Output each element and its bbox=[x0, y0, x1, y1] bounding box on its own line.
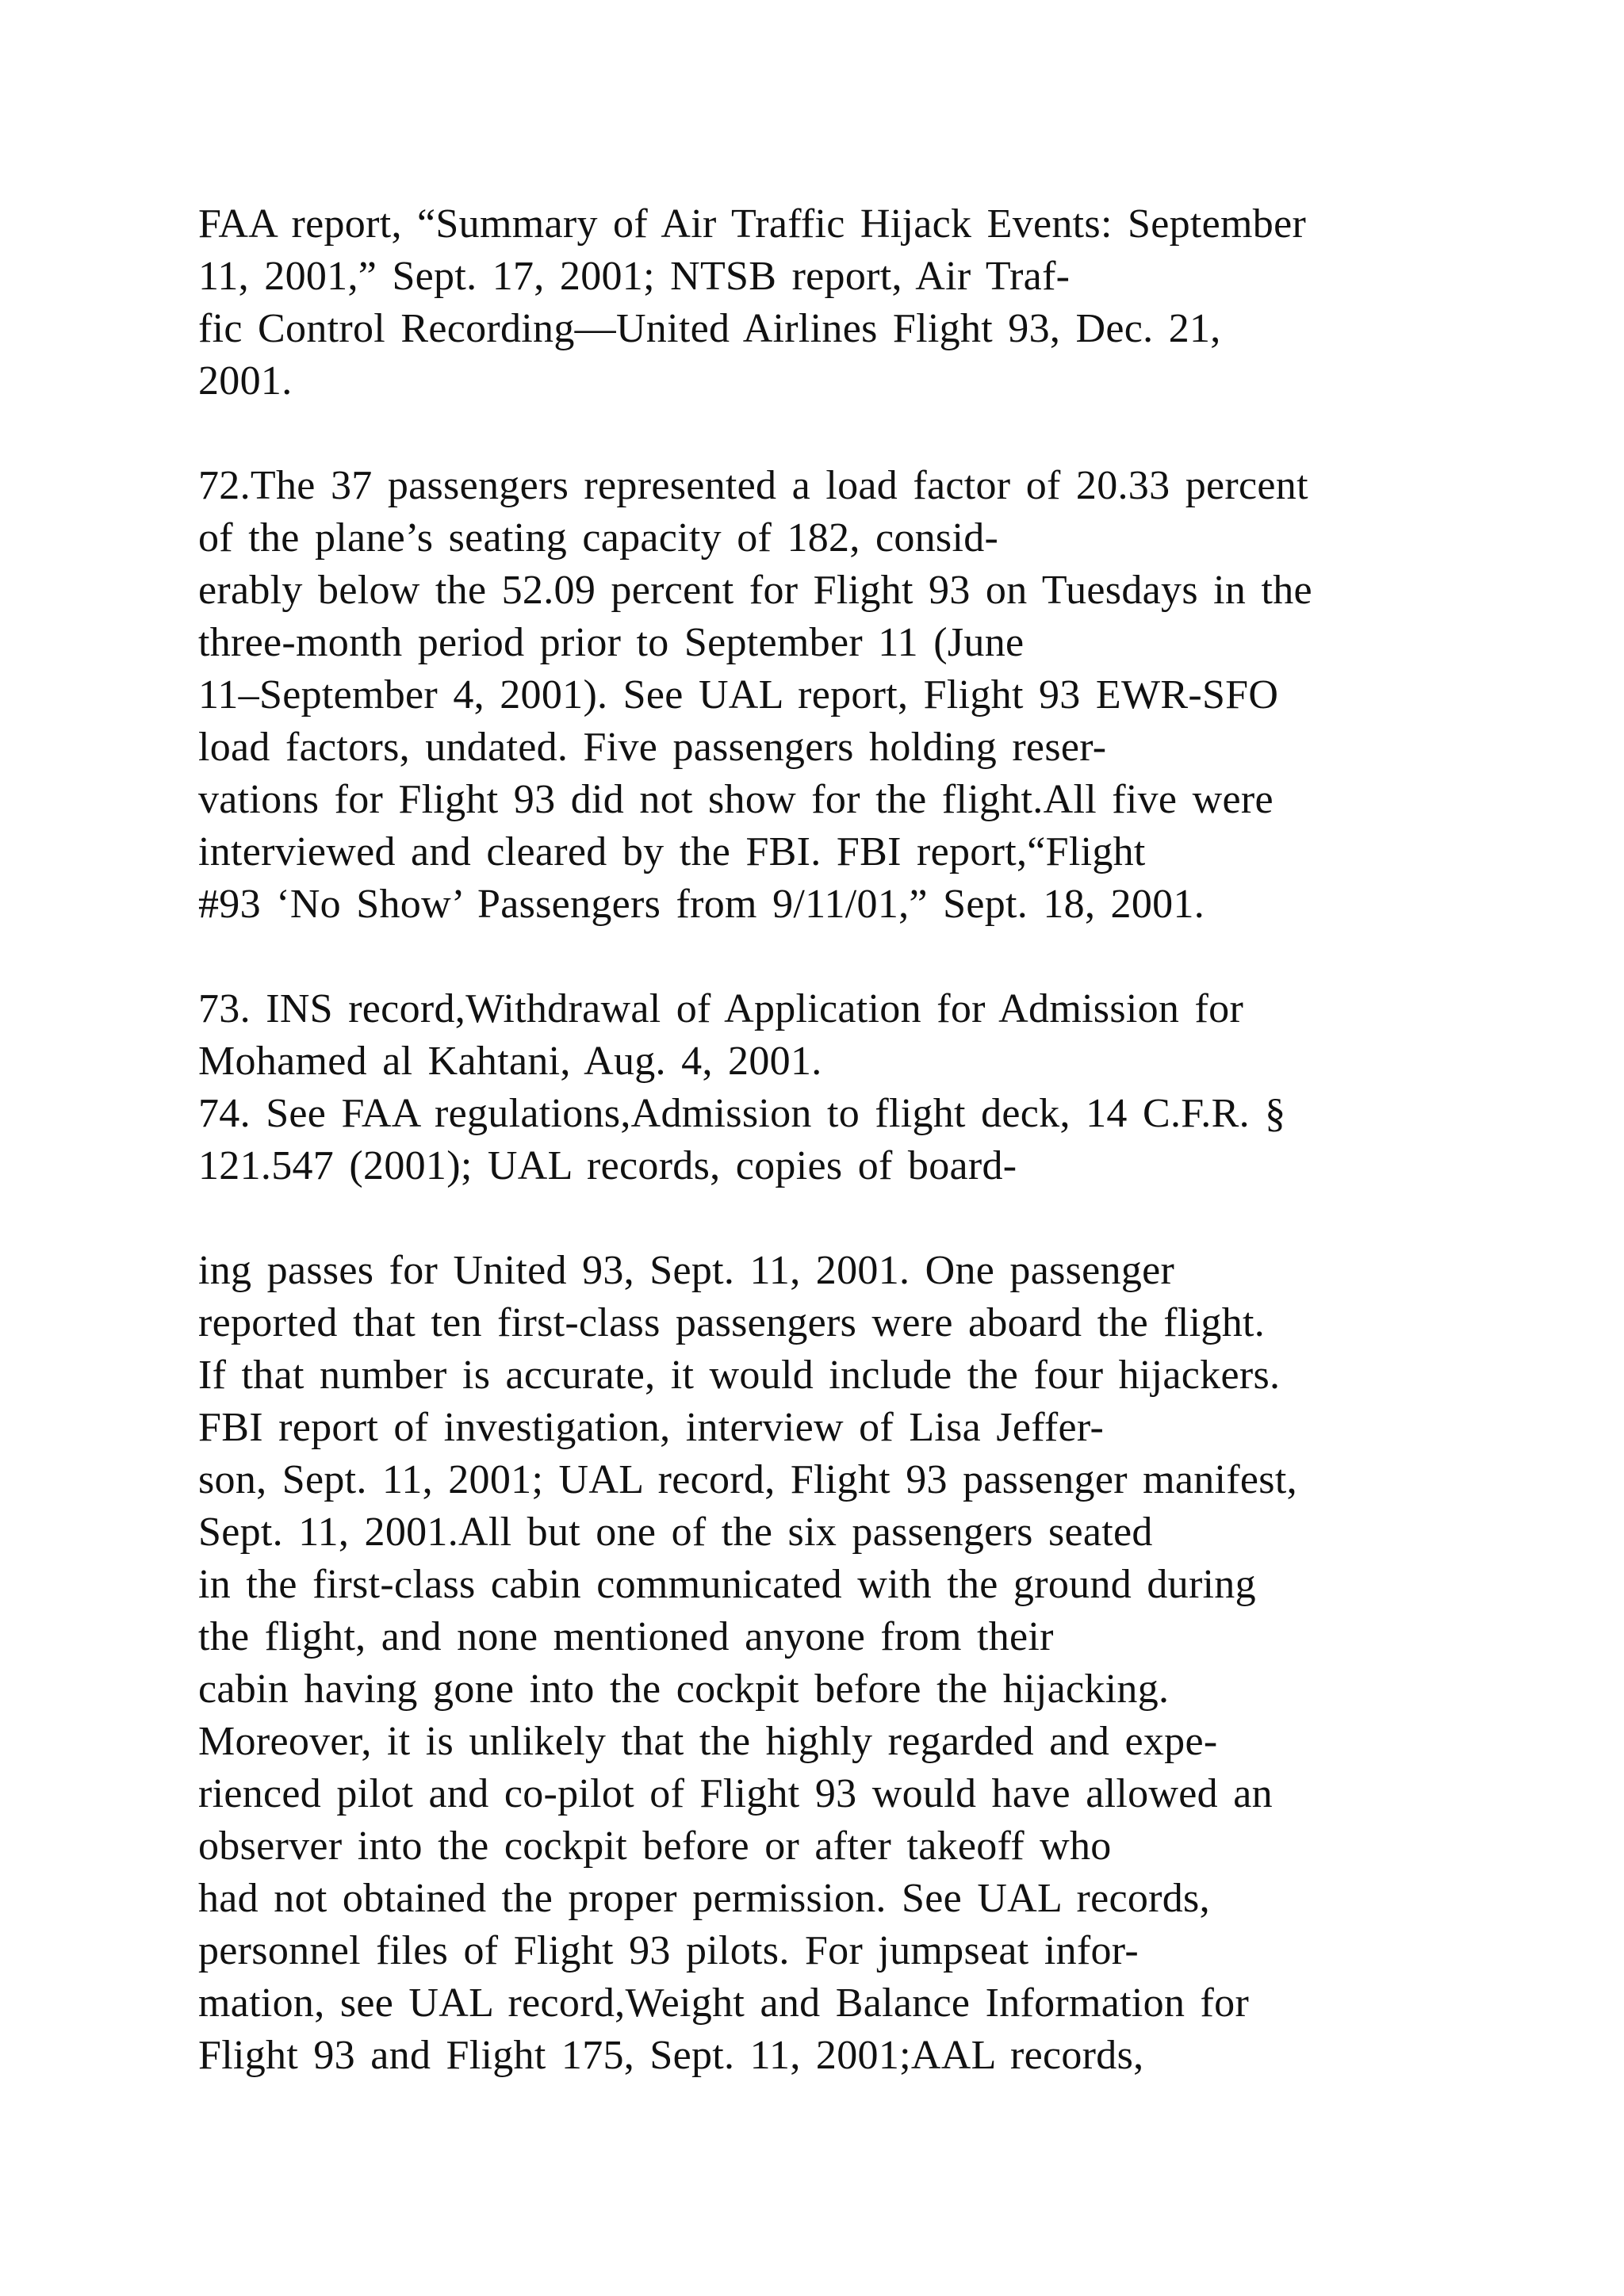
text-line: mation, see UAL record,Weight and Balance Information for bbox=[198, 1980, 1250, 2026]
text-line: 2001. bbox=[198, 358, 293, 404]
text-line: Flight 93 and Flight 175, Sept. 11, 2001;AAL records, bbox=[198, 2033, 1144, 2078]
text-line: fic Control Recording—United Airlines Flight 93, Dec. 21, bbox=[198, 306, 1221, 351]
text-line: three-month period prior to September 11 (June bbox=[198, 620, 1025, 665]
text-line: in the first-class cabin communicated with the ground during bbox=[198, 1562, 1256, 1607]
text-line: Mohamed al Kahtani, Aug. 4, 2001. bbox=[198, 1039, 822, 1084]
text-line: Moreover, it is unlikely that the highly regarded and expe- bbox=[198, 1719, 1218, 1764]
text-line: had not obtained the proper permission. See UAL records, bbox=[198, 1876, 1210, 1921]
text-line: ing passes for United 93, Sept. 11, 2001. One passenger bbox=[198, 1248, 1175, 1293]
text-line: reported that ten first-class passengers were aboard the flight. bbox=[198, 1300, 1266, 1345]
text-line: 74. See FAA regulations,Admission to flight deck, 14 C.F.R. § bbox=[198, 1091, 1286, 1136]
text-line: erably below the 52.09 percent for Flight 93 on Tuesdays in the bbox=[198, 568, 1312, 613]
text-line: FAA report, “Summary of Air Traffic Hijack Events: September bbox=[198, 201, 1307, 247]
text-line: 121.547 (2001); UAL records, copies of board- bbox=[198, 1143, 1017, 1188]
text-line: FBI report of investigation, interview of Lisa Jeffer- bbox=[198, 1405, 1105, 1450]
text-line: 11, 2001,” Sept. 17, 2001; NTSB report, Air Traf- bbox=[198, 254, 1071, 299]
text-line: interviewed and cleared by the FBI. FBI report,“Flight bbox=[198, 829, 1146, 874]
text-line: cabin having gone into the cockpit before the hijacking. bbox=[198, 1667, 1170, 1712]
text-line: rienced pilot and co-pilot of Flight 93 would have allowed an bbox=[198, 1771, 1273, 1816]
text-line: load factors, undated. Five passengers holding reser- bbox=[198, 725, 1107, 770]
text-line: personnel files of Flight 93 pilots. For jumpseat infor- bbox=[198, 1928, 1139, 1973]
text-line: son, Sept. 11, 2001; UAL record, Flight 93 passenger manifest, bbox=[198, 1457, 1297, 1502]
text-line: 72.The 37 passengers represented a load factor of 20.33 percent bbox=[198, 463, 1308, 508]
text-line: If that number is accurate, it would include the four hijackers. bbox=[198, 1353, 1281, 1398]
text-line: Sept. 11, 2001.All but one of the six passengers seated bbox=[198, 1510, 1153, 1555]
text-line: vations for Flight 93 did not show for the flight.All five were bbox=[198, 777, 1274, 822]
text-line: of the plane’s seating capacity of 182, consid- bbox=[198, 515, 999, 561]
text-line: 73. INS record,Withdrawal of Application for Admission for bbox=[198, 986, 1244, 1031]
text-line: observer into the cockpit before or after takeoff who bbox=[198, 1823, 1112, 1869]
text-line: 11–September 4, 2001). See UAL report, Flight 93 EWR-SFO bbox=[198, 672, 1279, 718]
text-line: #93 ‘No Show’ Passengers from 9/11/01,” Sept. 18, 2001. bbox=[198, 882, 1205, 927]
text-line: the flight, and none mentioned anyone from their bbox=[198, 1614, 1054, 1659]
